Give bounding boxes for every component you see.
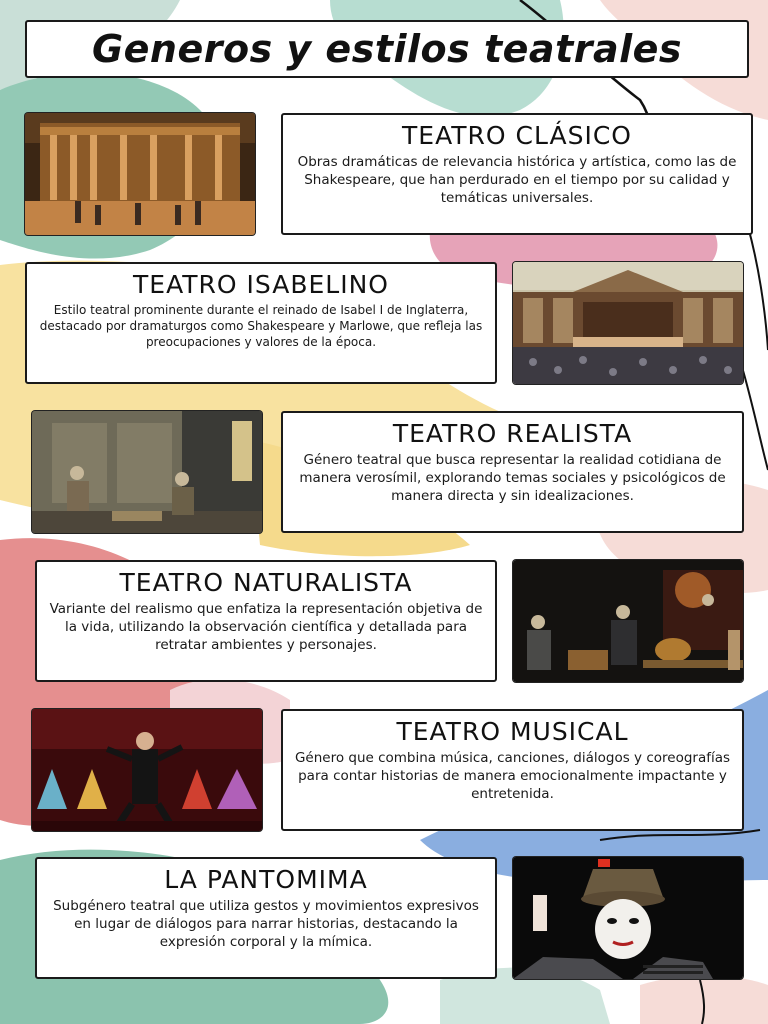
text-teatro-naturalista: Variante del realismo que enfatiza la representación objetiva de la vida, utilizando la observación científica y detallada para retratar ambientes y personajes. xyxy=(49,601,483,653)
text-la-pantomima: Subgénero teatral que utiliza gestos y movimientos expresivos en lugar de diálogos para narrar historias, destacando la expresión corporal y la mímica. xyxy=(53,898,479,950)
photo-teatro-naturalista xyxy=(513,560,743,682)
photo-teatro-realista xyxy=(32,411,262,533)
card-teatro-clasico xyxy=(281,113,753,235)
photo-la-pantomima xyxy=(513,857,743,979)
text-teatro-realista: Género teatral que busca representar la realidad cotidiana de manera verosímil, explorando temas sociales y psicológicos de manera directa y sin idealizaciones. xyxy=(299,452,726,504)
photo-teatro-musical xyxy=(32,709,262,831)
card-la-pantomima xyxy=(35,857,497,979)
text-teatro-musical: Género que combina música, canciones, diálogos y coreografías para contar historias de manera emocionalmente impactante y entretenida. xyxy=(294,750,731,802)
page-title: Generos y estilos teatrales xyxy=(91,27,683,71)
heading-teatro-isabelino: TEATRO ISABELINO xyxy=(133,270,389,299)
card-teatro-naturalista xyxy=(35,560,497,682)
title-box xyxy=(25,20,749,78)
photo-teatro-clasico xyxy=(25,113,255,235)
photo-teatro-isabelino xyxy=(513,262,743,384)
text-teatro-isabelino: Estilo teatral prominente durante el reinado de Isabel I de Inglaterra, destacado por dramaturgos como Shakespeare y Marlowe, que refleja las preocupaciones y valores de la época. xyxy=(39,303,483,349)
heading-teatro-naturalista: TEATRO NATURALISTA xyxy=(119,568,413,597)
heading-la-pantomima: LA PANTOMIMA xyxy=(164,865,368,894)
heading-teatro-musical: TEATRO MUSICAL xyxy=(396,717,629,746)
card-teatro-musical xyxy=(281,709,744,831)
card-teatro-isabelino xyxy=(25,262,497,384)
heading-teatro-realista: TEATRO REALISTA xyxy=(392,419,633,448)
card-teatro-realista xyxy=(281,411,744,533)
heading-teatro-clasico: TEATRO CLÁSICO xyxy=(402,121,632,150)
text-teatro-clasico: Obras dramáticas de relevancia histórica y artística, como las de Shakespeare, que han perdurado en el tiempo por su calidad y temáticas universales. xyxy=(297,154,737,206)
